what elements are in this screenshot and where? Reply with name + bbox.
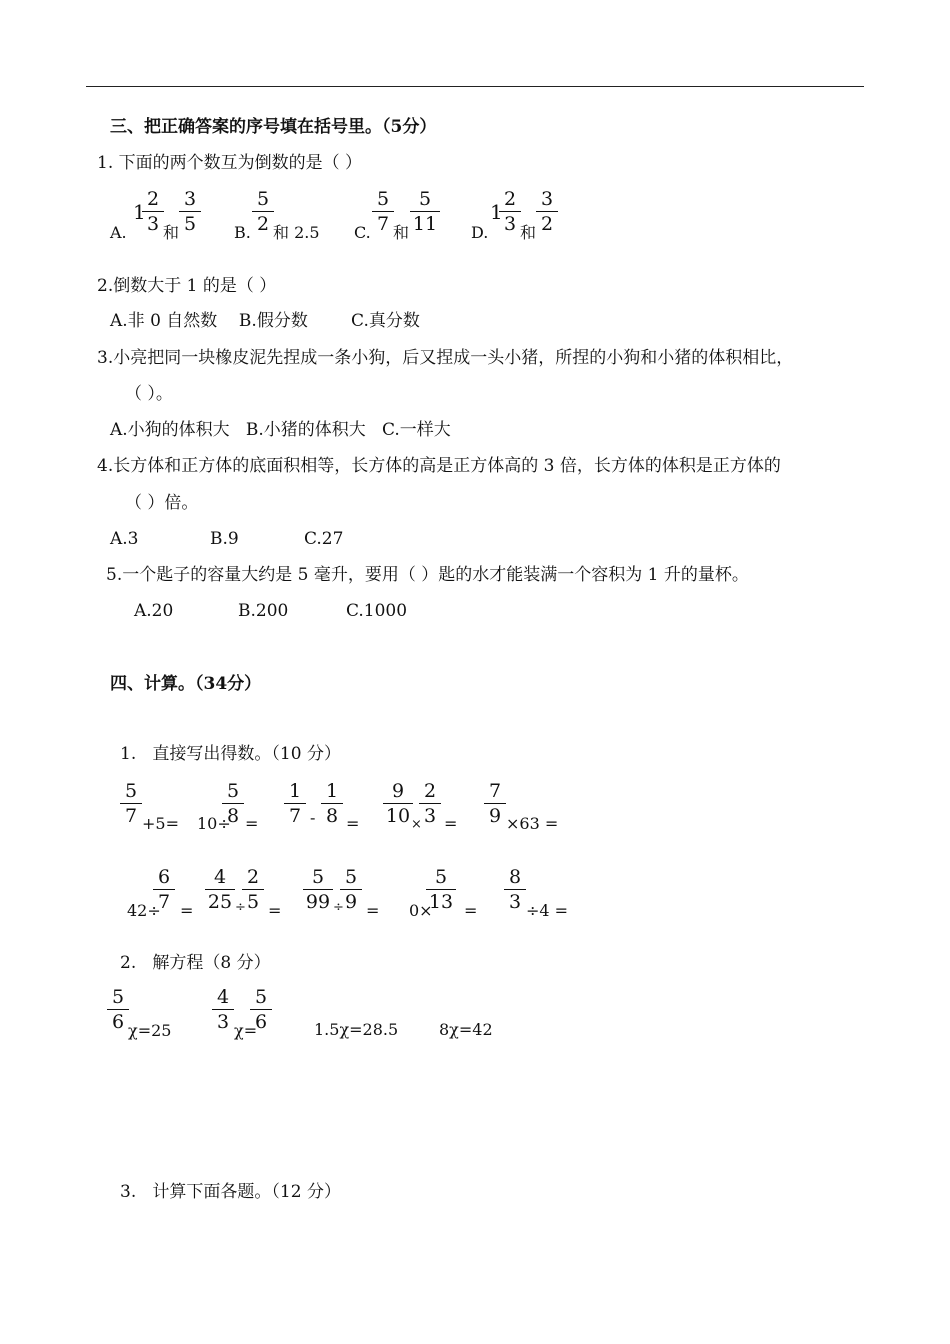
fraction: 9 10 (383, 782, 413, 826)
fraction: 2 3 (419, 782, 441, 826)
fraction: 7 9 (484, 782, 506, 826)
sub3-title: 3. 计算下面各题。（12 分） (120, 1182, 341, 1202)
q3-stem-cont: （ ）。 (125, 384, 173, 404)
fraction: 5 13 (426, 868, 456, 912)
fraction: 5 9 (340, 868, 362, 912)
q3-options: A.小狗的体积大 B.小猪的体积大 C.一样大 (110, 420, 451, 440)
fraction: 4 25 (205, 868, 235, 912)
fraction: 6 7 (153, 868, 175, 912)
fraction: 4 3 (212, 988, 234, 1032)
q5-stem: 5.一个匙子的容量大约是 5 毫升，要用（ ）匙的水才能装满一个容积为 1 升的量杯。 (106, 565, 749, 585)
fraction: 3 5 (179, 190, 201, 234)
sub2-title: 2. 解方程（8 分） (120, 953, 271, 973)
fraction: 3 2 (536, 190, 558, 234)
q5-option-b: B.200 (238, 601, 289, 621)
fraction: 5 7 (120, 782, 142, 826)
fraction: 5 11 (410, 190, 440, 234)
q2-stem: 2.倒数大于 1 的是（ ） (97, 276, 277, 296)
fraction: 5 6 (107, 988, 129, 1032)
q5-option-a: A.20 (134, 601, 174, 621)
q4-stem: 4.长方体和正方体的底面积相等，长方体的高是正方体高的 3 倍，长方体的体积是正方体的 (97, 456, 781, 476)
q3-stem: 3.小亮把同一块橡皮泥先捏成一条小狗，后又捏成一头小猪，所捏的小狗和小猪的体积相比， (97, 348, 794, 368)
fraction: 2 3 (142, 190, 164, 234)
section4-title: 四、计算。（34分） (110, 674, 262, 694)
fraction: 2 5 (242, 868, 264, 912)
q4-option-c: C.27 (304, 529, 344, 549)
fraction: 5 2 (252, 190, 274, 234)
q4-stem-cont: （ ）倍。 (125, 493, 199, 513)
q4-option-a: A.3 (110, 529, 139, 549)
fraction: 2 3 (499, 190, 521, 234)
q5-option-c: C.1000 (346, 601, 408, 621)
q1-stem: 1. 下面的两个数互为倒数的是（ ） (97, 153, 363, 173)
sub1-title: 1. 直接写出得数。（10 分） (120, 744, 341, 764)
q2-options: A.非 0 自然数 B.假分数 C.真分数 (110, 311, 420, 331)
q4-option-b: B.9 (210, 529, 239, 549)
fraction: 5 99 (303, 868, 333, 912)
fraction: 1 7 (284, 782, 306, 826)
fraction: 1 8 (321, 782, 343, 826)
top-rule (86, 86, 864, 87)
section3-title: 三、把正确答案的序号填在括号里。（5分） (110, 117, 437, 137)
fraction: 8 3 (504, 868, 526, 912)
fraction: 5 7 (372, 190, 394, 234)
fraction: 5 6 (250, 988, 272, 1032)
fraction: 5 8 (222, 782, 244, 826)
